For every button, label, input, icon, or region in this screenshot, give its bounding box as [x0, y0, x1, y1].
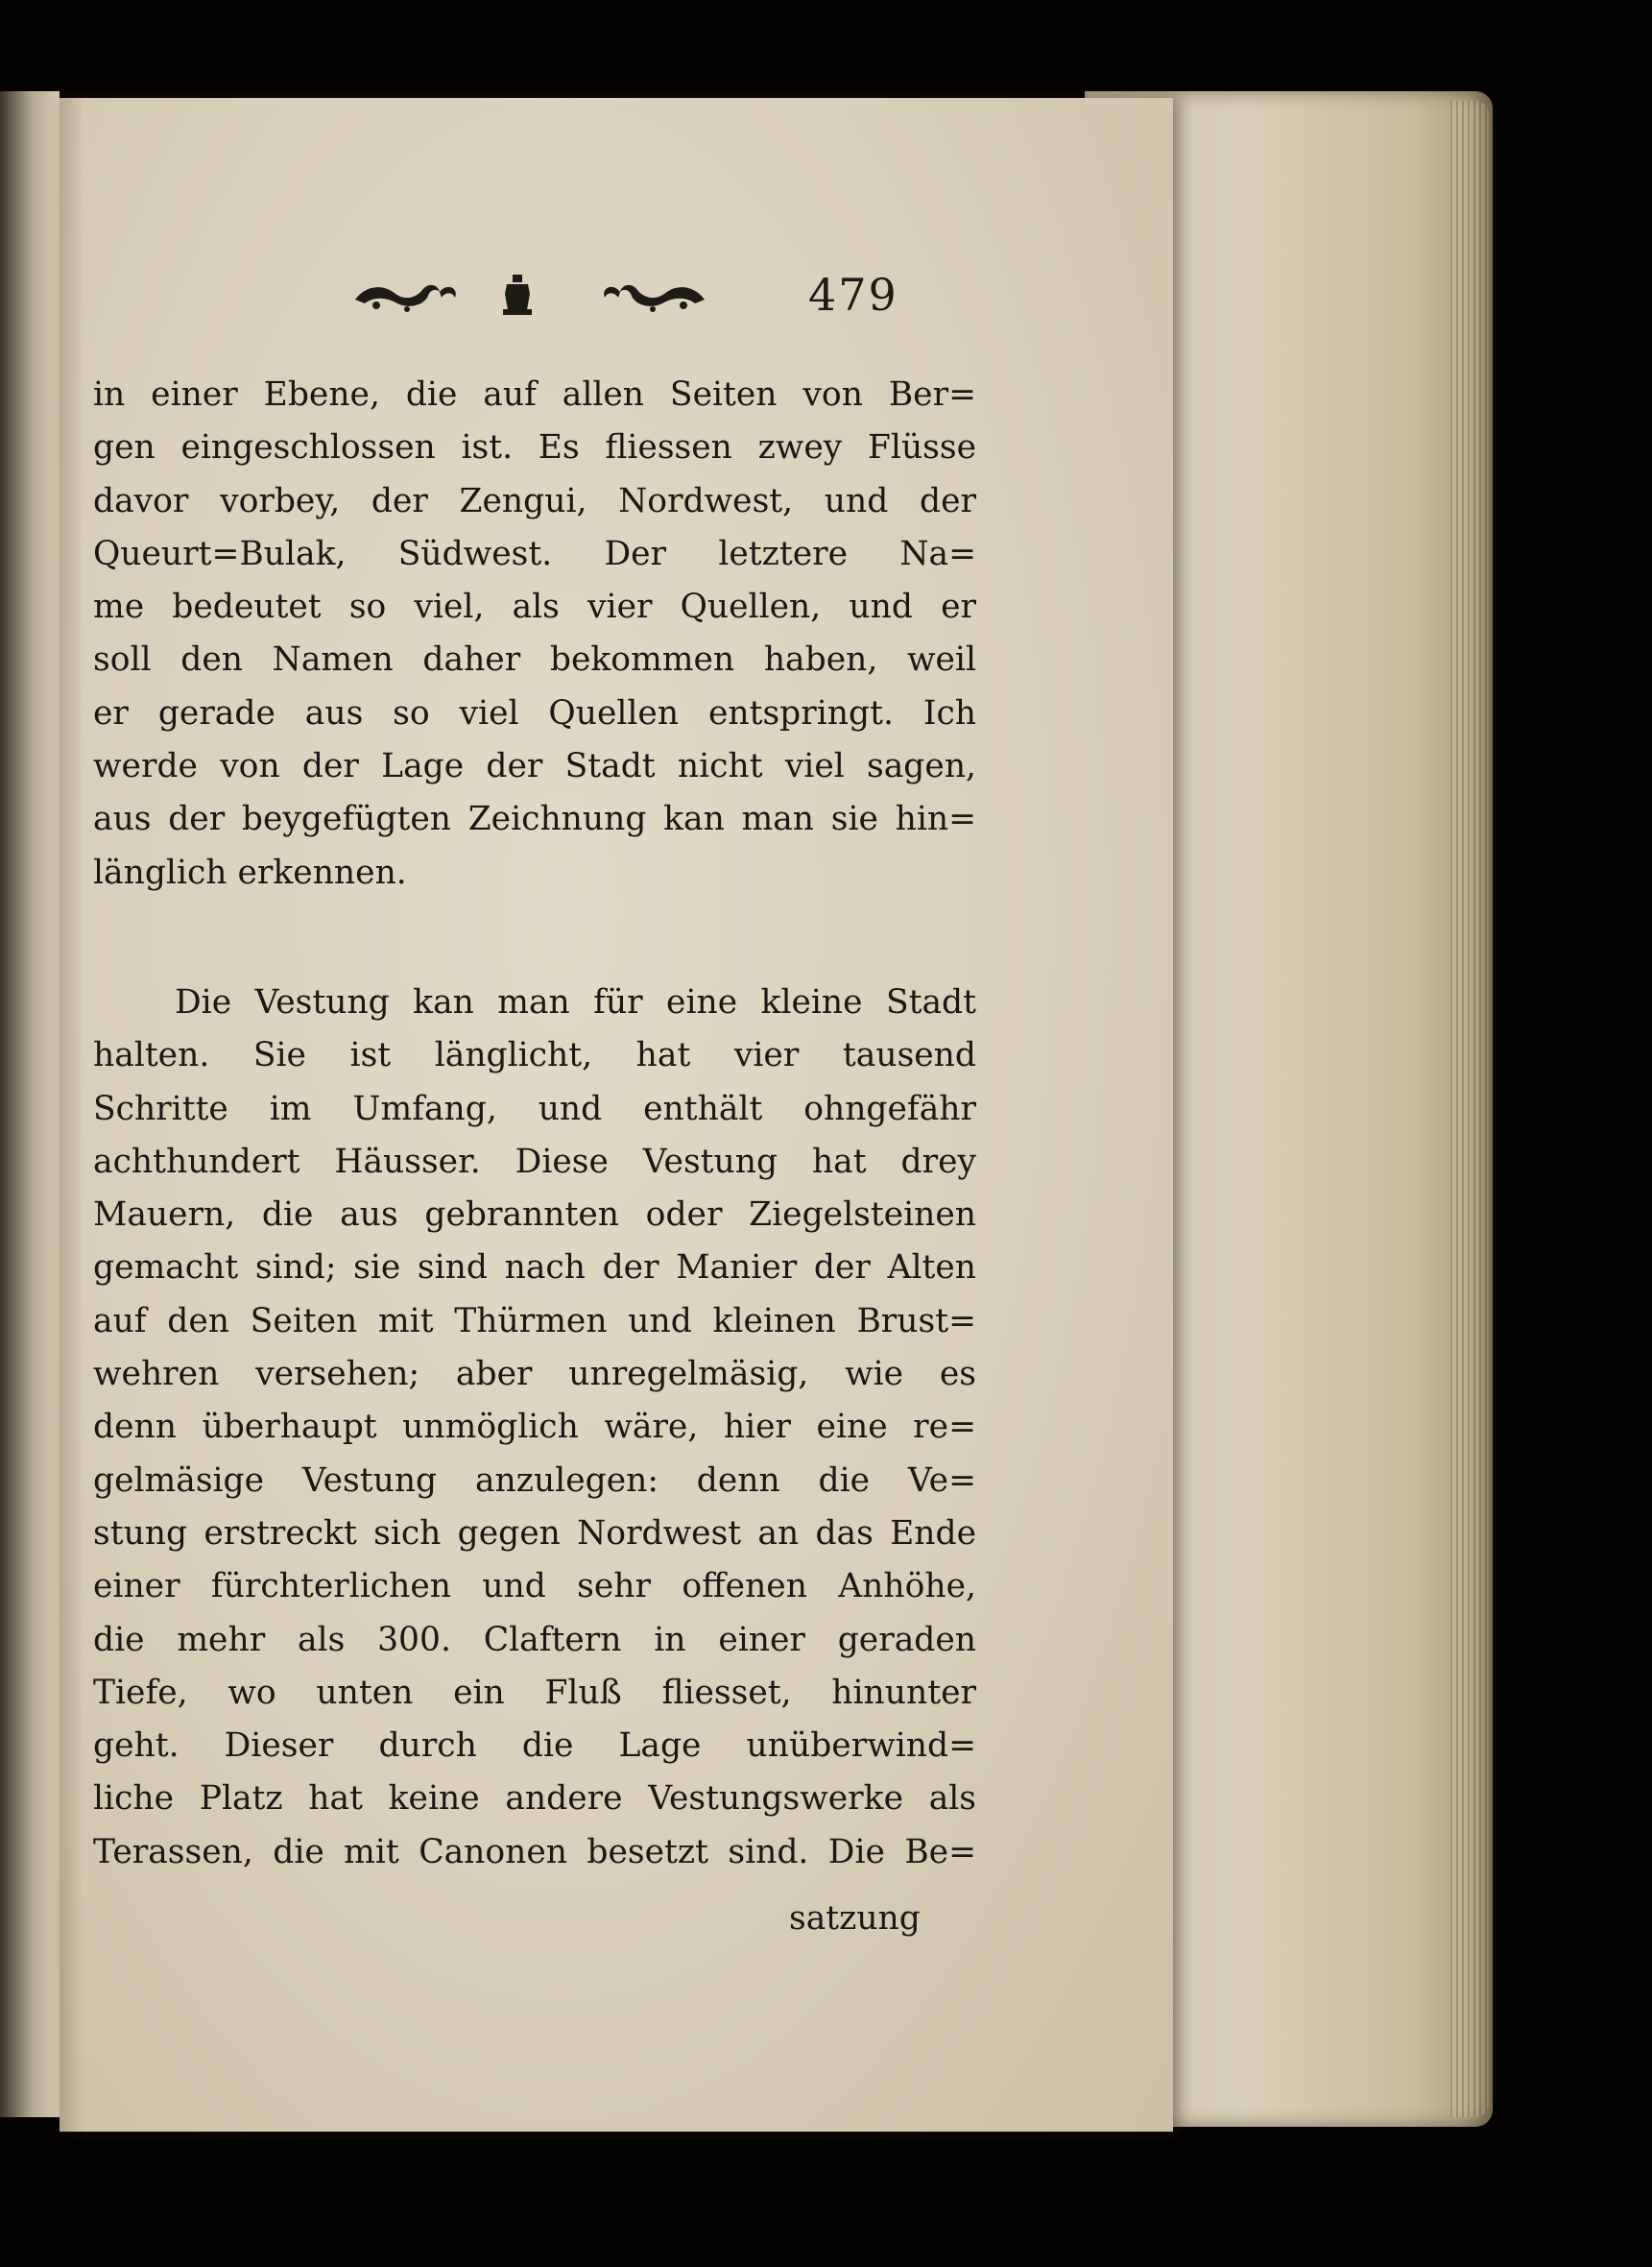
text-line: er gerade aus so viel Quellen entspringt. Ich [93, 693, 976, 733]
text-line: auf den Seiten mit Thürmen und kleinen Brust= [93, 1301, 976, 1340]
text-line: liche Platz hat keine andere Vestungswerke als [93, 1779, 976, 1819]
text-line: gelmäsige Vestung anzulegen: denn die Ve= [93, 1460, 976, 1500]
text-line: Schritte im Umfang, und enthält ohngefähr [93, 1089, 976, 1128]
text-line: stung erstreckt sich gegen Nordwest an das Ende [93, 1513, 976, 1553]
text-line: die mehr als 300. Claftern in einer geraden [93, 1620, 976, 1659]
text-line: aus der beygefügten Zeichnung kan man sie hin= [93, 800, 976, 839]
paragraph-2 [93, 977, 976, 1879]
text-line: in einer Ebene, die auf allen Seiten von Ber= [93, 375, 976, 414]
text-line: me bedeutet so viel, als vier Quellen, und er [93, 588, 976, 627]
text-line: achthundert Häusser. Diese Vestung hat drey [93, 1142, 976, 1181]
paragraph-1 [93, 369, 976, 900]
text-line: Terassen, die mit Canonen besetzt sind. Die Be= [93, 1832, 976, 1871]
text-line: davor vorbey, der Zengui, Nordwest, und der [93, 481, 976, 520]
text-line: gen eingeschlossen ist. Es fliessen zwey Flüsse [93, 428, 976, 468]
text-line: denn überhaupt unmöglich wäre, hier eine re= [93, 1408, 976, 1447]
text-line: halten. Sie ist länglicht, hat vier tausend [93, 1036, 976, 1075]
text-line: geht. Dieser durch die Lage unüberwind= [93, 1726, 976, 1766]
text-line: wehren versehen; aber unregelmäsig, wie es [93, 1355, 976, 1394]
text-line: werde von der Lage der Stadt nicht viel sagen, [93, 747, 976, 786]
text-line: soll den Namen daher bekommen haben, weil [93, 640, 976, 680]
paragraph-gap [93, 900, 976, 977]
body-text [93, 369, 976, 1879]
book-page [60, 98, 1173, 2132]
text-line: gemacht sind; sie sind nach der Manier der Alten [93, 1248, 976, 1288]
decorative-headpiece-icon [347, 271, 712, 317]
text-line: länglich erkennen. [93, 853, 407, 892]
text-line: Tiefe, wo unten ein Fluß fliesset, hinunter [93, 1673, 976, 1712]
text-line: Die Vestung kan man für eine kleine Stadt [175, 982, 976, 1022]
facing-page-edge [0, 91, 60, 2117]
catchword: satzung [789, 1899, 921, 1938]
text-line: Mauern, die aus gebrannten oder Ziegelsteinen [93, 1195, 976, 1235]
page-number: 479 [808, 269, 898, 321]
text-line: einer fürchterlichen und sehr offenen Anhöhe, [93, 1567, 976, 1606]
text-line: Queurt=Bulak, Südwest. Der letztere Na= [93, 534, 976, 573]
